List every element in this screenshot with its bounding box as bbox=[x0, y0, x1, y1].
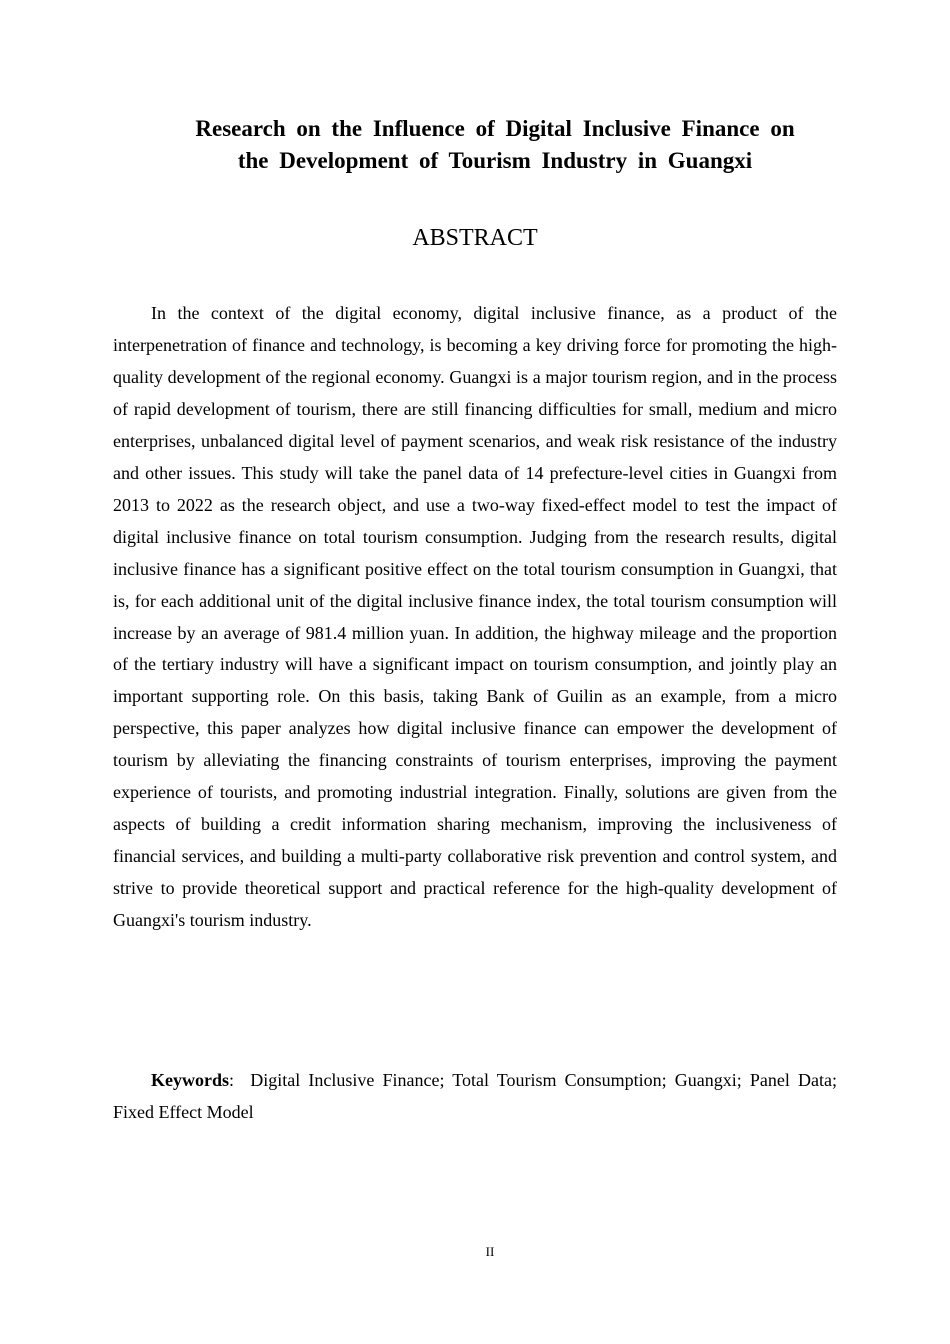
keywords-separator: : bbox=[229, 1070, 235, 1090]
keywords-list: Digital Inclusive Finance; Total Tourism Consumption; Guangxi; Panel Data; Fixed Effect Model bbox=[113, 1070, 837, 1122]
page-number: II bbox=[485, 1244, 495, 1259]
abstract-paragraph: In the context of the digital economy, digital inclusive finance, as a product of the interpenetration of finance and technology, is becoming a key driving force for promoting the high-quality development of the regional economy. Guangxi is a major tourism region, and in the process of rapid development of tourism, there are still financing difficulties for small, medium and micro enterprises, unbalanced digital level of payment scenarios, and weak risk resistance of the industry and other issues. This study will take the panel data of 14 prefecture-level cities in Guangxi from 2013 to 2022 as the research object, and use a two-way fixed-effect model to test the impact of digital inclusive finance on total tourism consumption. Judging from the research results, digital inclusive finance has a significant positive effect on the total tourism consumption in Guangxi, that is, for each additional unit of the digital inclusive finance index, the total tourism consumption will increase by an average of 981.4 million yuan. In addition, the highway mileage and the proportion of the tertiary industry will have a significant impact on tourism consumption, and jointly play an important supporting role. On this basis, taking Bank of Guilin as an example, from a micro perspective, this paper analyzes how digital inclusive finance can empower the development of tourism by alleviating the financing constraints of tourism enterprises, improving the payment experience of tourists, and promoting industrial integration. Finally, solutions are given from the aspects of building a credit information sharing mechanism, improving the inclusiveness of financial services, and building a multi-party collaborative risk prevention and control system, and strive to provide theoretical support and practical reference for the high-quality development of Guangxi's tourism industry. bbox=[113, 303, 837, 931]
paper-title bbox=[150, 113, 840, 177]
keywords-label: Keywords bbox=[151, 1070, 229, 1090]
paper-title-line-2: the Development of Tourism Industry in Guangxi bbox=[237, 148, 753, 173]
paper-title-line-1: Research on the Influence of Digital Inclusive Finance on bbox=[195, 116, 795, 141]
abstract-heading: ABSTRACT bbox=[412, 225, 538, 251]
keywords-paragraph bbox=[113, 1064, 837, 1128]
